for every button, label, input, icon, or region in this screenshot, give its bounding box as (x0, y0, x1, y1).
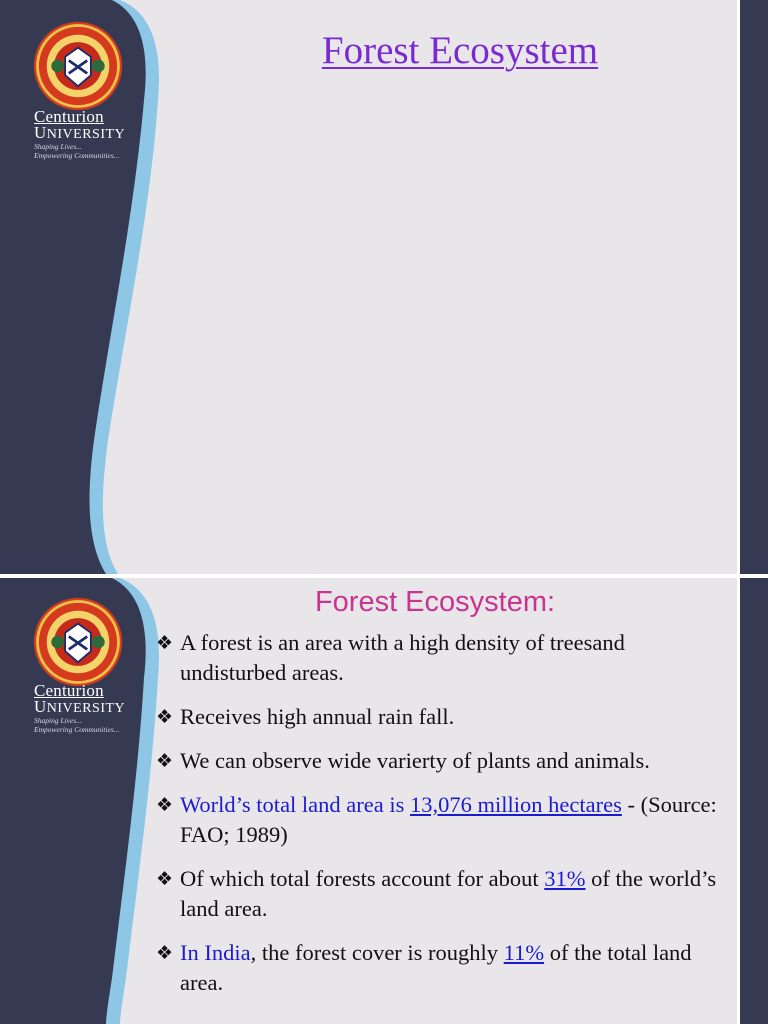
brand-name: Centurion (34, 107, 104, 126)
brand-name: Centurion (34, 681, 104, 700)
bullet-item: ❖ Of which total forests account for about 31% of the world’s land area. (156, 866, 717, 921)
brand-tagline-2: Empowering Communities... (34, 151, 120, 160)
bullet-item: ❖ In India, the forest cover is roughly 11% of the total land area. (156, 940, 692, 995)
forest-percent-link[interactable]: 31% (544, 866, 586, 891)
brand-university: UNIVERSITY (34, 123, 126, 142)
university-seal-icon (32, 20, 124, 112)
diamond-bullet-icon: ❖ (156, 750, 174, 772)
brand-tagline-1: Shaping Lives... (34, 716, 82, 725)
right-edge-bar (740, 0, 768, 574)
bullet-item: ❖ World’s total land area is 13,076 million hectares - (Source: FAO; 1989) (156, 792, 717, 847)
brand-tagline-1: Shaping Lives... (34, 142, 82, 151)
diamond-bullet-icon: ❖ (156, 632, 174, 654)
right-edge-bar (740, 578, 768, 1024)
university-brand (34, 108, 144, 160)
brand-tagline-2: Empowering Communities... (34, 725, 120, 734)
bullet-item: ❖ A forest is an area with a high density of treesand undisturbed areas. (156, 630, 625, 685)
india-percent-link[interactable]: 11% (503, 940, 545, 965)
bullet-item: ❖ Receives high annual rain fall. (156, 702, 736, 732)
diamond-bullet-icon: ❖ (156, 868, 174, 890)
bullet-list (156, 628, 736, 1012)
slide-2-title: Forest Ecosystem: (314, 586, 556, 618)
diamond-bullet-icon: ❖ (156, 942, 174, 964)
diamond-bullet-icon: ❖ (156, 706, 174, 728)
land-area-link[interactable]: 13,076 million hectares (410, 792, 622, 817)
university-brand (34, 682, 144, 734)
university-seal-icon (32, 596, 124, 688)
bullet-item: ❖ We can observe wide varierty of plants and animals. (156, 746, 736, 776)
brand-university: UNIVERSITY (34, 697, 126, 716)
slide-2 (0, 578, 768, 1024)
slide-1-title: Forest Ecosystem (321, 29, 599, 72)
diamond-bullet-icon: ❖ (156, 794, 174, 816)
